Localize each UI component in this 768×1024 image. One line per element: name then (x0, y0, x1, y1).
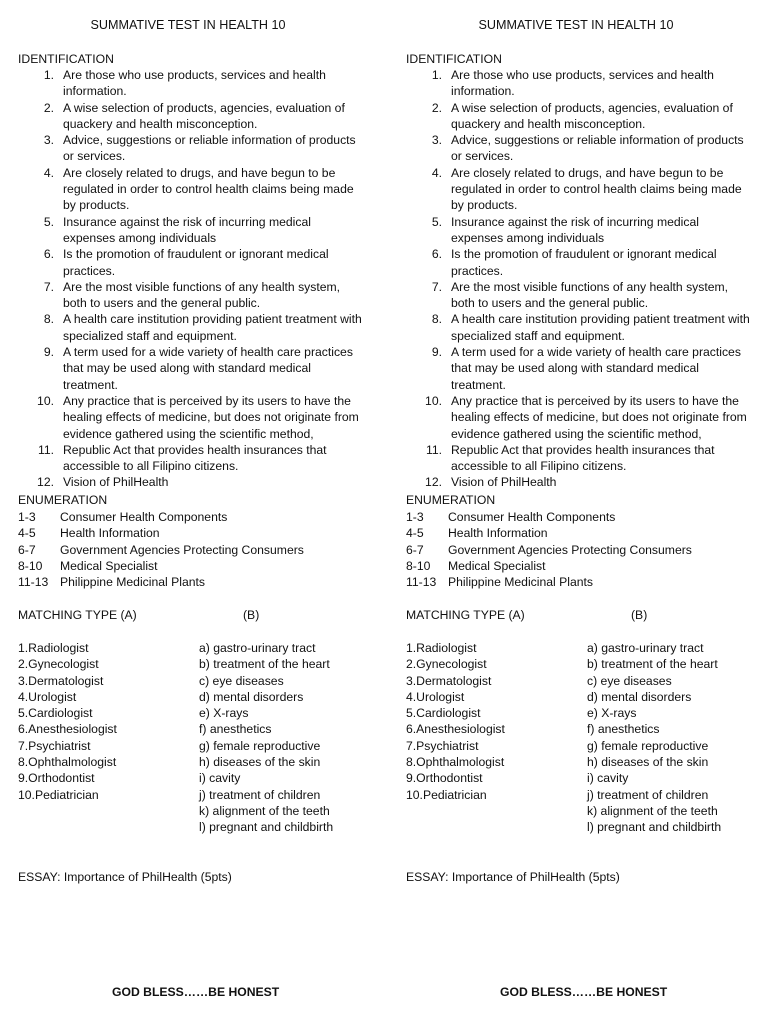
matching-a-item: 1.Radiologist (18, 641, 89, 655)
question-item: 1. Are those who use products, services and health information. (431, 68, 714, 99)
enumeration-item: 11-13 Philippine Medicinal Plants (406, 575, 593, 590)
question-item: 2. A wise selection of products, agencies, evaluation of quackery and health misconception. (43, 100, 345, 131)
test-copy-right (406, 0, 768, 1024)
matching-b-item: a) gastro-urinary tract (587, 641, 704, 655)
enumeration-heading: ENUMERATION (18, 493, 108, 507)
matching-a-item: 3.Dermatologist (406, 673, 492, 688)
enumeration-heading: ENUMERATION (406, 493, 496, 507)
matching-column-b-label: (B) (631, 608, 648, 622)
matching-column-b-label: (B) (243, 608, 260, 622)
matching-a-item: 10.Pediatrician (406, 787, 487, 802)
question-item: 12. Vision of PhilHealth (425, 475, 557, 490)
identification-heading: IDENTIFICATION (18, 52, 114, 66)
question-item: 2. A wise selection of products, agencies, evaluation of quackery and health misconception. (431, 100, 733, 131)
matching-b-item: e) X-rays (587, 706, 637, 721)
matching-b-item: f) anesthetics (199, 722, 272, 737)
question-item: 10. Any practice that is perceived by its users to have the healing effects of medicine, but does not originate from evidence gathered using the scientific method, (425, 393, 747, 441)
enumeration-item: 4-5 Health Information (406, 526, 548, 541)
matching-b-item: c) eye diseases (587, 673, 672, 688)
question-item: 8. A health care institution providing patient treatment with specialized staff and equipment. (43, 312, 362, 343)
question-item: 8. A health care institution providing patient treatment with specialized staff and equipment. (431, 312, 750, 343)
identification-heading: IDENTIFICATION (406, 52, 502, 66)
question-item: 9. A term used for a wide variety of health care practices that may be used along with standard medical treatment. (43, 345, 353, 392)
page-title: SUMMATIVE TEST IN HEALTH 10 (90, 18, 286, 32)
matching-b-item: a) gastro-urinary tract (199, 641, 316, 655)
matching-b-item: h) diseases of the skin (199, 755, 321, 770)
matching-b-item: g) female reproductive (587, 738, 709, 753)
question-item: 7. Are the most visible functions of any health system, both to users and the general public. (43, 279, 341, 311)
matching-b-item: k) alignment of the teeth (587, 803, 718, 818)
matching-b-item: l) pregnant and childbirth (199, 820, 334, 835)
enumeration-list (18, 509, 304, 590)
matching-column-a (18, 640, 117, 803)
enumeration-item: 1-3 Consumer Health Components (406, 510, 616, 524)
matching-b-item: e) X-rays (199, 706, 249, 721)
identification-list (406, 67, 751, 491)
question-item: 5. Insurance against the risk of incurring medical expenses among individuals (43, 214, 311, 245)
enumeration-list (406, 509, 692, 590)
question-item: 1. Are those who use products, services and health information. (43, 68, 326, 99)
question-item: 10. Any practice that is perceived by its users to have the healing effects of medicine, but does not originate from evidence gathered using the scientific method, (37, 393, 359, 441)
matching-a-item: 8.Ophthalmologist (18, 755, 117, 770)
matching-b-item: l) pregnant and childbirth (587, 820, 722, 835)
matching-a-item: 6.Anesthesiologist (18, 722, 117, 737)
question-item: 3. Advice, suggestions or reliable information of products or services. (431, 133, 744, 164)
matching-a-item: 5.Cardiologist (18, 706, 93, 721)
footer-message: GOD BLESS……BE HONEST (500, 985, 668, 999)
identification-list (18, 67, 363, 491)
matching-b-item: f) anesthetics (587, 722, 660, 737)
question-item: 6. Is the promotion of fraudulent or ignorant medical practices. (431, 247, 717, 278)
enumeration-item: 6-7 Government Agencies Protecting Consumers (406, 542, 692, 557)
matching-b-item: j) treatment of children (587, 787, 709, 802)
matching-a-item: 4.Urologist (406, 689, 465, 704)
matching-a-item: 10.Pediatrician (18, 787, 99, 802)
essay-question: ESSAY: Importance of PhilHealth (5pts) (18, 870, 232, 884)
question-item: 7. Are the most visible functions of any health system, both to users and the general public. (431, 279, 729, 311)
page-title: SUMMATIVE TEST IN HEALTH 10 (478, 18, 674, 32)
test-copy-left (18, 0, 388, 1024)
matching-a-item: 2.Gynecologist (18, 657, 99, 672)
enumeration-item: 4-5 Health Information (18, 526, 160, 541)
matching-b-item: c) eye diseases (199, 673, 284, 688)
matching-b-item: b) treatment of the heart (587, 657, 718, 672)
question-item: 3. Advice, suggestions or reliable information of products or services. (43, 133, 356, 164)
matching-a-item: 5.Cardiologist (406, 706, 481, 721)
matching-b-item: i) cavity (587, 771, 629, 786)
matching-a-item: 9.Orthodontist (18, 771, 95, 786)
matching-b-item: j) treatment of children (199, 787, 321, 802)
matching-heading: MATCHING TYPE (A) (406, 608, 525, 622)
question-item: 11. Republic Act that provides health insurances that accessible to all Filipino citizens. (425, 442, 715, 474)
matching-a-item: 7.Psychiatrist (18, 738, 91, 753)
enumeration-item: 8-10 Medical Specialist (18, 558, 158, 573)
enumeration-item: 11-13 Philippine Medicinal Plants (18, 575, 205, 590)
matching-a-item: 4.Urologist (18, 689, 77, 704)
question-item: 6. Is the promotion of fraudulent or ignorant medical practices. (43, 247, 329, 278)
matching-b-item: h) diseases of the skin (587, 755, 709, 770)
enumeration-item: 1-3 Consumer Health Components (18, 510, 228, 524)
matching-heading: MATCHING TYPE (A) (18, 608, 137, 622)
matching-b-item: b) treatment of the heart (199, 657, 330, 672)
matching-a-item: 6.Anesthesiologist (406, 722, 505, 737)
matching-b-item: d) mental disorders (587, 689, 692, 704)
footer-message: GOD BLESS……BE HONEST (112, 985, 280, 999)
matching-a-item: 2.Gynecologist (406, 657, 487, 672)
question-item: 4. Are closely related to drugs, and have begun to be regulated in order to control health claims being made by products. (431, 165, 742, 213)
question-item: 12. Vision of PhilHealth (37, 475, 169, 490)
matching-column-b (199, 640, 333, 836)
question-item: 9. A term used for a wide variety of health care practices that may be used along with standard medical treatment. (431, 345, 741, 392)
matching-b-item: d) mental disorders (199, 689, 304, 704)
matching-a-item: 9.Orthodontist (406, 771, 483, 786)
matching-column-b (587, 640, 721, 836)
enumeration-item: 8-10 Medical Specialist (406, 558, 546, 573)
matching-a-item: 7.Psychiatrist (406, 738, 479, 753)
essay-question: ESSAY: Importance of PhilHealth (5pts) (406, 870, 620, 884)
matching-a-item: 1.Radiologist (406, 641, 477, 655)
matching-a-item: 8.Ophthalmologist (406, 755, 505, 770)
matching-a-item: 3.Dermatologist (18, 673, 104, 688)
question-item: 11. Republic Act that provides health insurances that accessible to all Filipino citizens. (37, 442, 327, 474)
matching-b-item: i) cavity (199, 771, 241, 786)
matching-column-a (406, 640, 505, 803)
question-item: 4. Are closely related to drugs, and have begun to be regulated in order to control health claims being made by products. (43, 165, 354, 213)
matching-b-item: k) alignment of the teeth (199, 803, 330, 818)
matching-b-item: g) female reproductive (199, 738, 321, 753)
enumeration-item: 6-7 Government Agencies Protecting Consumers (18, 542, 304, 557)
question-item: 5. Insurance against the risk of incurring medical expenses among individuals (431, 214, 699, 245)
